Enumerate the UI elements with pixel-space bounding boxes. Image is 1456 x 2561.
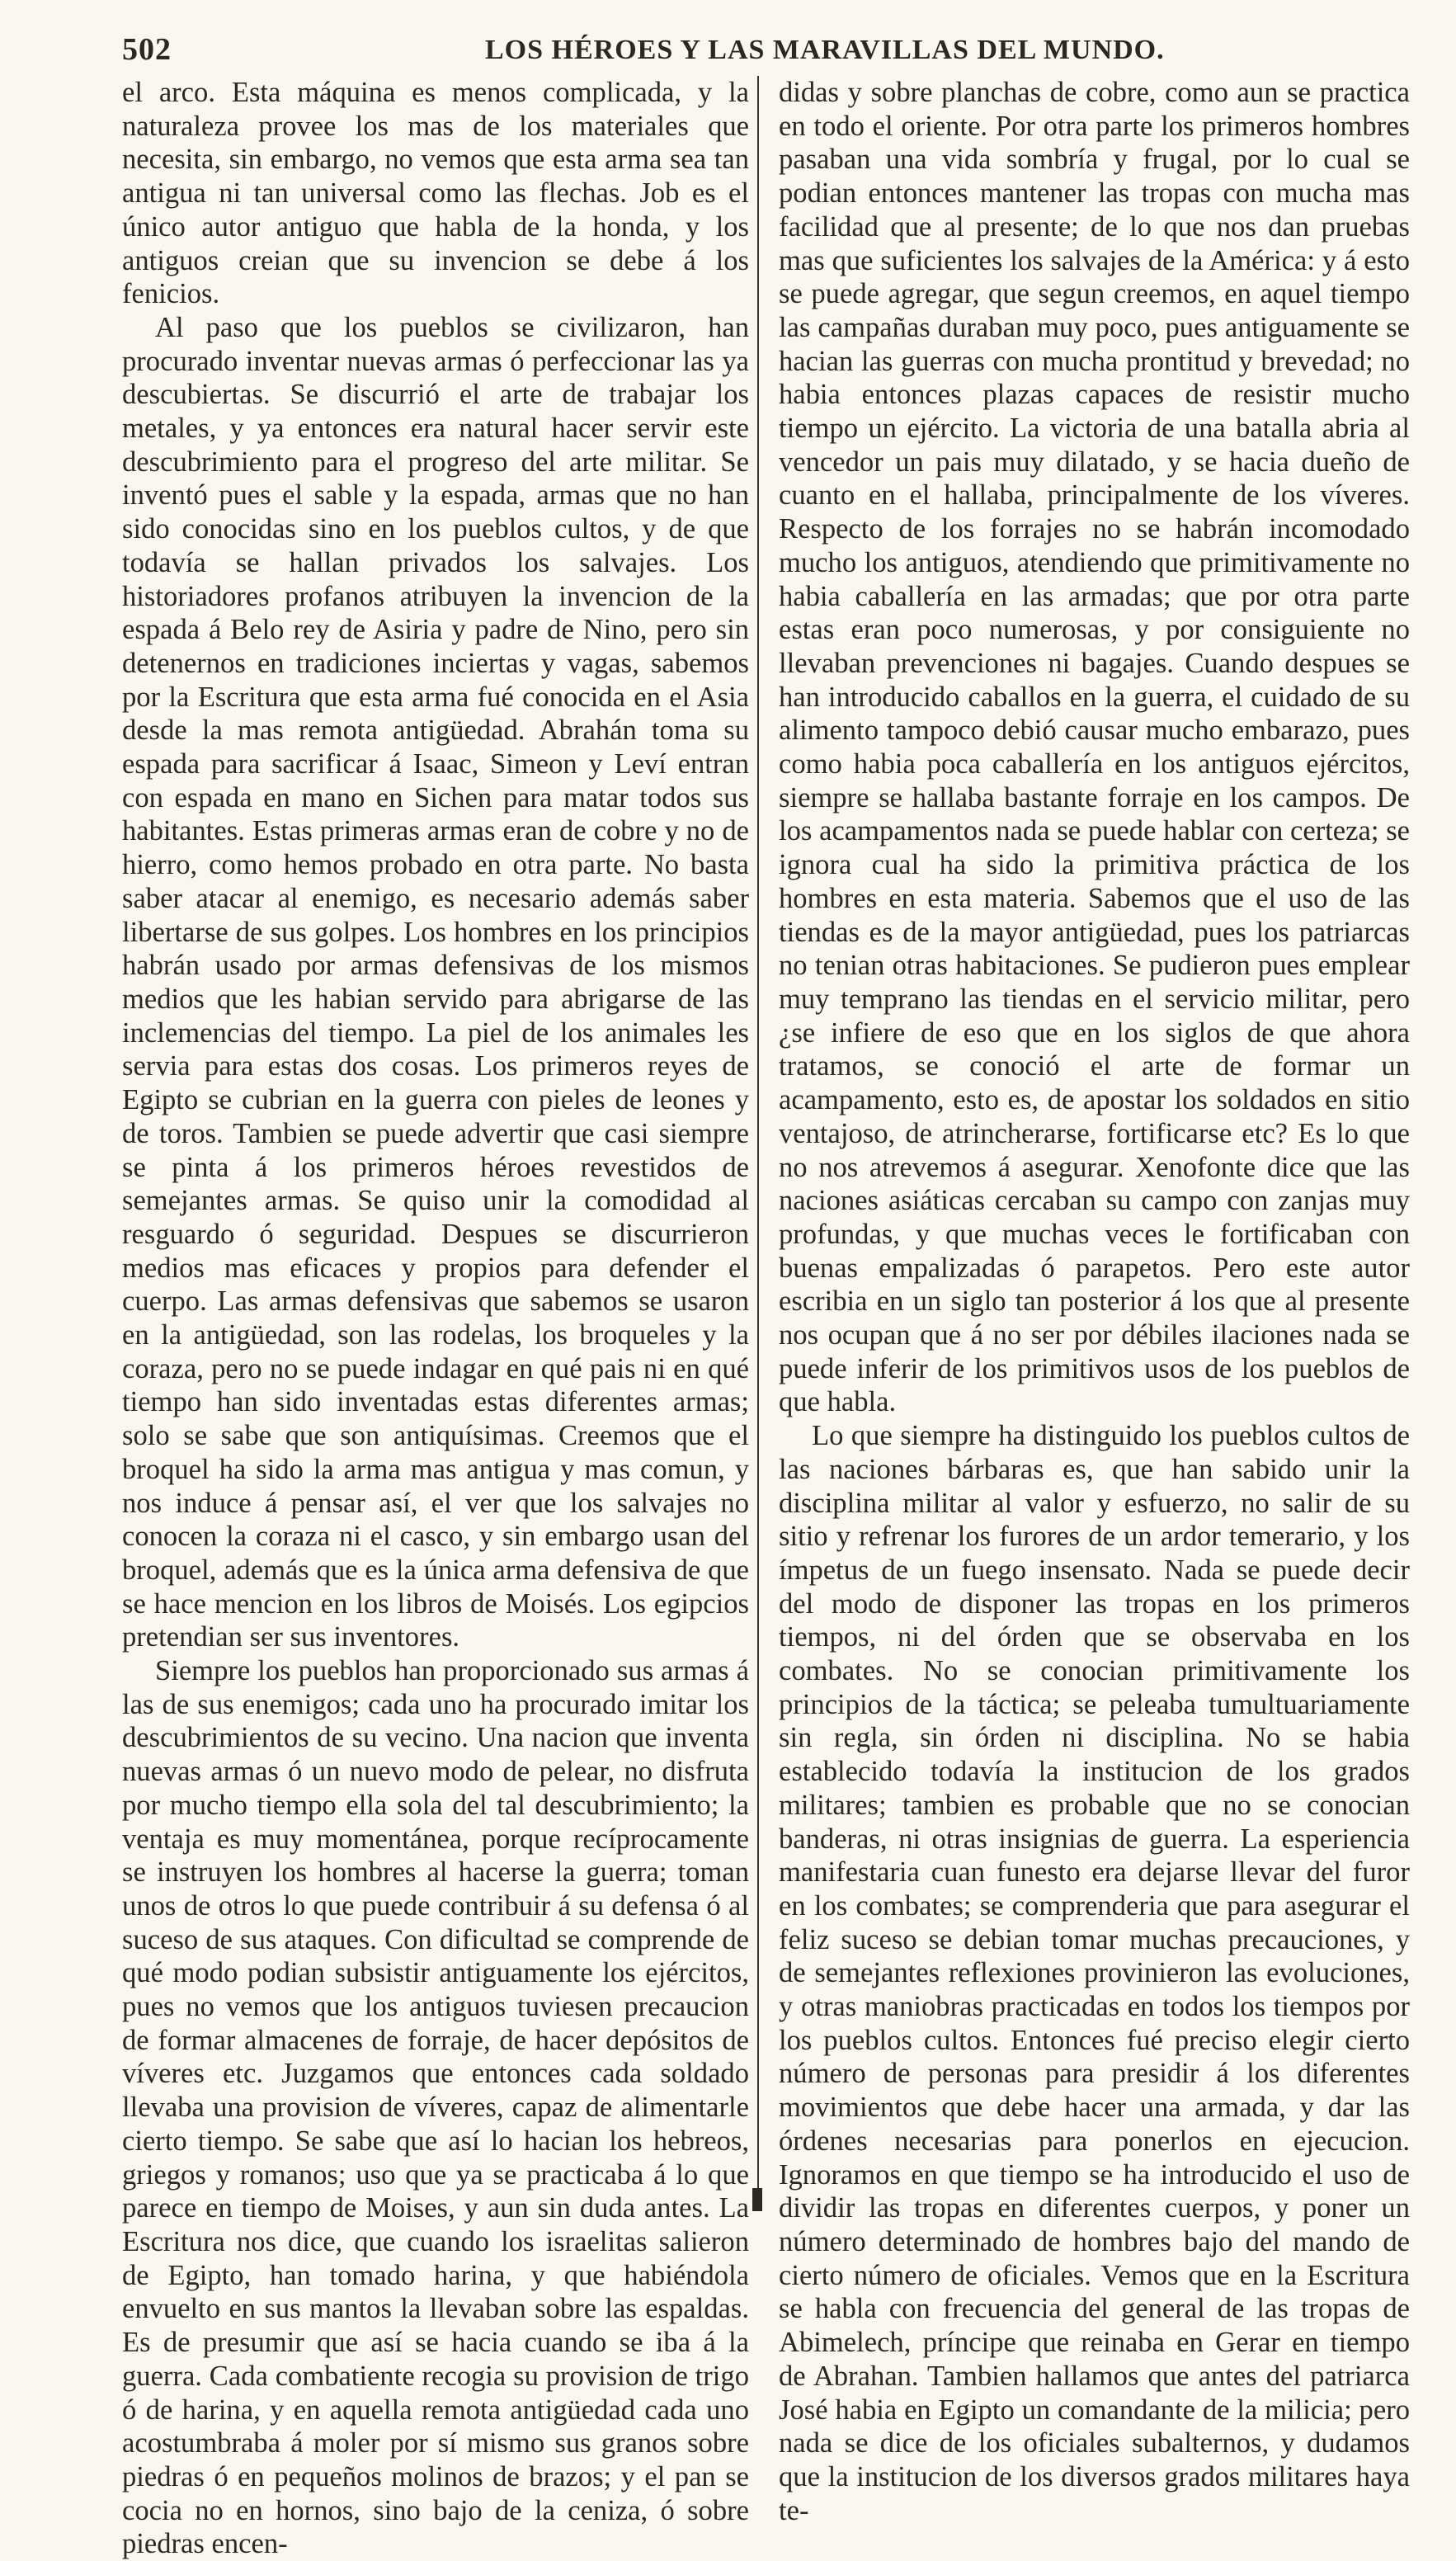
left-column (122, 76, 749, 2560)
column-divider-end-mark (752, 2188, 762, 2211)
paragraph: Siempre los pueblos han proporcionado sus armas á las de sus enemigos; cada uno ha procurado imitar los descubrimientos de su vecino. Una nacion que inventa nuevas armas ó un nuevo modo de pelear, no disfruta por mucho tiempo ella sola del tal descubrimiento; la ventaja es muy momentánea, porque recíprocamente se instruyen los hombres al hacerse la guerra; toman unos de otros lo que puede contribuir á su defensa ó al suceso de sus ataques. Con dificultad se comprende de qué modo podian subsistir antiguamente los ejércitos, pues no vemos que los antiguos tuviesen precaucion de formar almacenes de forraje, de hacer depósitos de víveres etc. Juzgamos que entonces cada soldado llevaba una provision de víveres, capaz de alimentarle cierto tiempo. Se sabe que así lo hacian los hebreos, griegos y romanos; uso que ya se practicaba á lo que parece en tiempo de Moises, y aun sin duda antes. La Escritura nos dice, que cuando los israelitas salieron de Egipto, han tomado harina, y que habiéndola envuelto en sus mantos la llevaban sobre las espaldas. Es de presumir que así se hacia cuando se iba á la guerra. Cada combatiente recogia su provision de trigo ó de harina, y en aquella remota antigüedad cada uno acostumbraba á moler por sí mismo sus granos sobre piedras ó en pequeños molinos de brazos; y el pan se cocia no en hornos, sino bajo de la ceniza, ó sobre piedras encen- (122, 1655, 749, 2560)
page-header (122, 28, 1407, 71)
column-divider (757, 76, 759, 2188)
running-title: LOS HÉROES Y LAS MARAVILLAS DEL MUNDO. (485, 35, 1165, 65)
paragraph: Al paso que los pueblos se civilizaron, han procurado inventar nuevas armas ó perfeccionar las ya descubiertas. Se discurrió el arte de trabajar los metales, y ya entonces era natural hacer servir este descubrimiento para el progreso del arte militar. Se inventó pues el sable y la espada, armas que no han sido conocidas sino en los pueblos cultos, y de que todavía se hallan privados los salvajes. Los historiadores profanos atribuyen la invencion de la espada á Belo rey de Asiria y padre de Nino, pero sin detenernos en tradiciones inciertas y vagas, sabemos por la Escritura que esta arma fué conocida en el Asia desde la mas remota antigüedad. Abrahán toma su espada para sacrificar á Isaac, Simeon y Leví entran con espada en mano en Sichen para matar todos sus habitantes. Estas primeras armas eran de cobre y no de hierro, como hemos probado en otra parte. No basta saber atacar al enemigo, es necesario además saber libertarse de sus golpes. Los hombres en los principios habrán usado por armas defensivas de los mismos medios que les habian servido para abrigarse de las inclemencias del tiempo. La piel de los animales les servia para estas dos cosas. Los primeros reyes de Egipto se cubrian en la guerra con pieles de leones y de toros. Tambien se puede advertir que casi siempre se pinta á los primeros héroes revestidos de semejantes armas. Se quiso unir la comodidad al resguardo ó seguridad. Despues se discurrieron medios mas eficaces y propios para defender el cuerpo. Las armas defensivas que sabemos se usaron en la antigüedad, son las rodelas, los broqueles y la coraza, pero no se puede indagar en qué pais ni en qué tiempo han sido inventadas estas diferentes armas; solo se sabe que son antiquísimas. Creemos que el broquel ha sido la arma mas antigua y mas comun, y nos induce á pensar así, el ver que los salvajes no conocen la coraza ni el casco, y sin embargo usan del broquel, además que es la única arma defensiva de que se hace mencion en los libros de Moisés. Los egipcios pretendian ser sus inventores. (122, 311, 749, 1653)
right-column (779, 76, 1410, 2526)
paragraph: el arco. Esta máquina es menos complicada, y la naturaleza provee los mas de los materiales que necesita, sin embargo, no vemos que esta arma sea tan antigua ni tan universal como las flechas. Job es el único autor antiguo que habla de la honda, y los antiguos creian que su invencion se debe á los fenicios. (122, 77, 749, 310)
page-number: 502 (122, 32, 172, 67)
paragraph: didas y sobre planchas de cobre, como aun se practica en todo el oriente. Por otra parte los primeros hombres pasaban una vida sombría y frugal, por lo cual se podian entonces mantener las tropas con mucha mas facilidad que al presente; de lo que nos dan pruebas mas que suficientes los salvajes de la América: y á esto se puede agregar, que segun creemos, en aquel tiempo las campañas duraban muy poco, pues antiguamente se hacian las guerras con mucha prontitud y brevedad; no habia entonces plazas capaces de resistir mucho tiempo un ejército. La victoria de una batalla abria al vencedor un pais muy dilatado, y se hacia dueño de cuanto en el hallaba, principalmente de los víveres. Respecto de los forrajes no se habrán incomodado mucho los antiguos, atendiendo que primitivamente no habia caballería en las armadas; que por otra parte estas eran poco numerosas, y por consiguiente no llevaban prevenciones ni bagajes. Cuando despues se han introducido caballos en la guerra, el cuidado de su alimento tampoco debió causar mucho embarazo, pues como habia poca caballería en los antiguos ejércitos, siempre se hallaba bastante forraje en los campos. De los acampamentos nada se puede hablar con certeza; se ignora cual ha sido la primitiva práctica de los hombres en esta materia. Sabemos que el uso de las tiendas es de la mayor antigüedad, pues los patriarcas no tenian otras habitaciones. Se pudieron pues emplear muy temprano las tiendas en el servicio militar, pero ¿se infiere de eso que en los siglos de que ahora tratamos, se conoció el arte de formar un acampamento, esto es, de apostar los soldados en sitio ventajoso, de atrincherarse, fortificarse etc? Es lo que no nos atrevemos á asegurar. Xenofonte dice que las naciones asiáticas cercaban su campo con zanjas muy profundas, y que muchas veces le fortificaban con buenas empalizadas ó parapetos. Pero este autor escribia en un siglo tan posterior á los que al presente nos ocupan que á no ser por débiles ilaciones nada se puede inferir de los primitivos usos de los pueblos de que habla. (779, 77, 1410, 1418)
paragraph: Lo que siempre ha distinguido los pueblos cultos de las naciones bárbaras es, que han sabido unir la disciplina militar al valor y esfuerzo, no salir de su sitio y refrenar los furores de un ardor temerario, y los ímpetus de un fuego insensato. Nada se puede decir del modo de disponer las tropas en los primeros tiempos, ni del órden que se observaba en los combates. No se conocian primitivamente los principios de la táctica; se peleaba tumultuariamente sin regla, sin órden ni disciplina. No se habia establecido todavía la institucion de los grados militares; tambien es probable que no se conocian banderas, ni otras insignias de guerra. La esperiencia manifestaria cuan funesto era dejarse llevar del furor en los combates; se comprenderia que para asegurar el feliz suceso se debian tomar muchas precauciones, y de semejantes reflexiones provinieron las evoluciones, y otras maniobras practicadas en todos los tiempos por los pueblos cultos. Entonces fué preciso elegir cierto número de personas para presidir á los diferentes movimientos que debe hacer una armada, y dar las órdenes necesarias para ponerlos en ejecucion. Ignoramos en que tiempo se ha introducido el uso de dividir las tropas en diferentes cuerpos, y poner un número determinado de hombres bajo del mando de cierto número de oficiales. Vemos que en la Escritura se habla con frecuencia del general de las tropas de Abimelech, príncipe que reinaba en Gerar en tiempo de Abrahan. Tambien hallamos que antes del patriarca José habia en Egipto un comandante de la milicia; pero nada se dice de los oficiales subalternos, y dudamos que la institucion de los diversos grados militares haya te- (779, 1420, 1410, 2526)
